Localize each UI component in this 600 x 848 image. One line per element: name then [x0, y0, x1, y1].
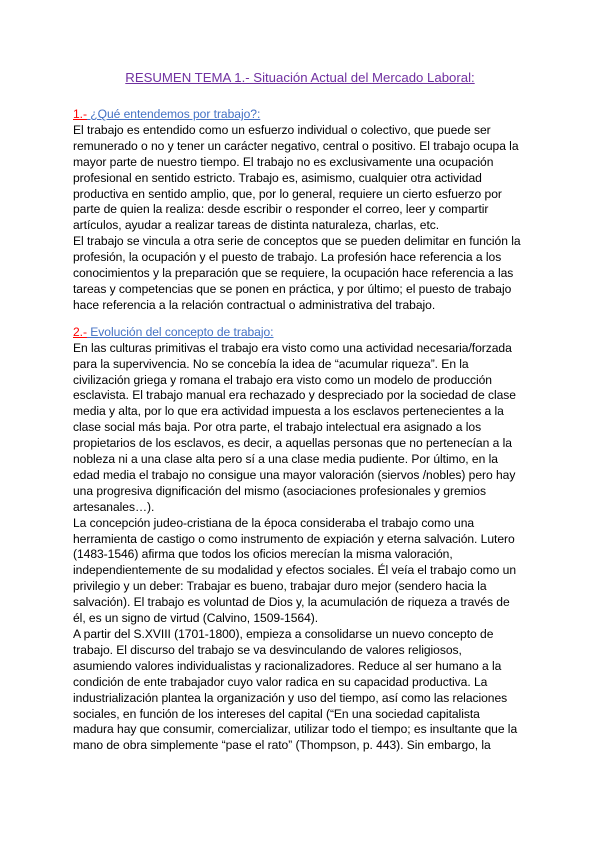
text-line: A partir del S.XVIII (1701-1800), empieza a consolidarse un nuevo concepto de	[73, 627, 494, 641]
text-line: condición de ente trabajador cuyo valor radica en su capacidad productiva. La	[73, 674, 488, 689]
text-line: (1483-1546) afirma que todos los oficios merecían la misma valoración,	[73, 547, 453, 562]
text-line: profesión, la ocupación y el puesto de trabajo. La profesión hace referencia a los	[73, 250, 502, 265]
text-line: hace referencia a la relación contractual o administrativa del trabajo.	[73, 297, 436, 312]
text-line: industrialización plantea la organización y uso del tiempo, así como las relaciones	[73, 690, 508, 705]
section-1-heading	[73, 107, 533, 123]
text-line: parte de quien la realiza: desde escribir o responder el correo, leer y compartir	[73, 202, 489, 217]
text-line: asumiendo valores individualistas y racionalizadores. Reduce al ser humano a la	[73, 658, 502, 673]
text-line: independientemente de su modalidad y efectos sociales. Él veía el trabajo como un	[73, 563, 517, 578]
text-line: civilización griega y romana el trabajo era visto como un modelo de producción	[73, 372, 492, 387]
text-line: privilegio y un deber: Trabajar es bueno, trabajar duro mejor (sendero hacia la	[73, 579, 487, 594]
text-line: media y alta, por lo que era actividad impuesta a los esclavos pertenecientes a la	[73, 404, 504, 419]
text-line: madura hay que consumir, comercializar, utilizar todo el tiempo; es insultante que la	[73, 722, 518, 737]
text-line: conocimientos y la preparación que se requiere, la ocupación hace referencia a las	[73, 266, 514, 281]
text-line: La concepción judeo-cristiana de la época consideraba el trabajo como una	[73, 515, 475, 530]
text-line: mano de obra simplemente “pase el rato” (Thompson, p. 443). Sin embargo, la	[73, 738, 491, 753]
section-2-heading	[73, 325, 533, 341]
document-body	[73, 107, 533, 754]
text-line: trabajo. El discurso del trabajo se va desvinculando de valores religiosos,	[73, 642, 462, 657]
text-line: En las culturas primitivas el trabajo era visto como una actividad necesaria/forzada	[73, 340, 512, 355]
text-line: una progresiva dignificación del mismo (asociaciones profesionales y gremios	[73, 483, 486, 498]
section-1-text	[73, 123, 533, 314]
text-line: tareas y competencias que se ponen en práctica, y por último; el puesto de trabajo	[73, 281, 512, 296]
text-line: profesional en sentido estricto. Trabajo es, asimismo, cualquier otra actividad	[73, 170, 482, 185]
text-line: mayor parte de nuestro tiempo. El trabajo no es exclusivamente una ocupación	[73, 154, 494, 169]
section-2-text	[73, 341, 533, 755]
section-1-heading-text: ¿Qué entendemos por trabajo?:	[86, 107, 261, 121]
text-line: salvación). El trabajo es voluntad de Dios y, la acumulación de riqueza a través de	[73, 595, 510, 610]
text-line: El trabajo es entendido como un esfuerzo individual o colectivo, que puede ser	[73, 122, 491, 137]
document-title: RESUMEN TEMA 1.- Situación Actual del Mercado Laboral:	[125, 70, 475, 85]
text-line: artesanales…).	[73, 499, 155, 514]
text-line: esclavista. El trabajo manual era rechazado y despreciado por la sociedad de clase	[73, 388, 516, 403]
text-line: remunerado o no y tener un carácter negativo, central o positivo. El trabajo ocupa la	[73, 138, 519, 153]
section-1-number: 1.-	[73, 107, 87, 121]
text-line: clase social más baja. Por otra parte, el trabajo intelectual era asignado a los	[73, 420, 482, 435]
text-line: propietarios de los esclavos, es decir, a aquellas personas que no pertenecían a la	[73, 436, 512, 451]
section-2-heading-text: Evolución del concepto de trabajo:	[86, 324, 274, 339]
section-2	[73, 325, 533, 754]
section-spacer	[73, 314, 533, 325]
text-line: productiva en sentido amplio, que, por lo general, requiere un cierto esfuerzo por	[73, 186, 502, 201]
text-line: nobleza ni a una clase alta pero sí a una clase media pudiente. Por último, en la	[73, 452, 498, 467]
text-line: sociales, en función de los intereses del capital (“En una sociedad capitalista	[73, 706, 480, 721]
text-line: edad media el trabajo no consigue una mayor valoración (siervos /nobles) pero hay	[73, 467, 516, 482]
section-2-number: 2.-	[73, 324, 87, 339]
text-line: herramienta de castigo o como instrumento de expiación y eterna salvación. Lutero	[73, 531, 515, 546]
text-line: para la supervivencia. No se concebía la idea de “acumular riqueza”. En la	[73, 356, 469, 371]
text-line: artículos, ayudar a realizar tareas de distinta naturaleza, charlas, etc.	[73, 218, 440, 233]
text-line: El trabajo se vincula a otra serie de conceptos que se pueden delimitar en función la	[73, 234, 521, 249]
text-line: él, es un signo de virtud (Calvino, 1509-1564).	[73, 611, 319, 626]
section-1	[73, 107, 533, 314]
